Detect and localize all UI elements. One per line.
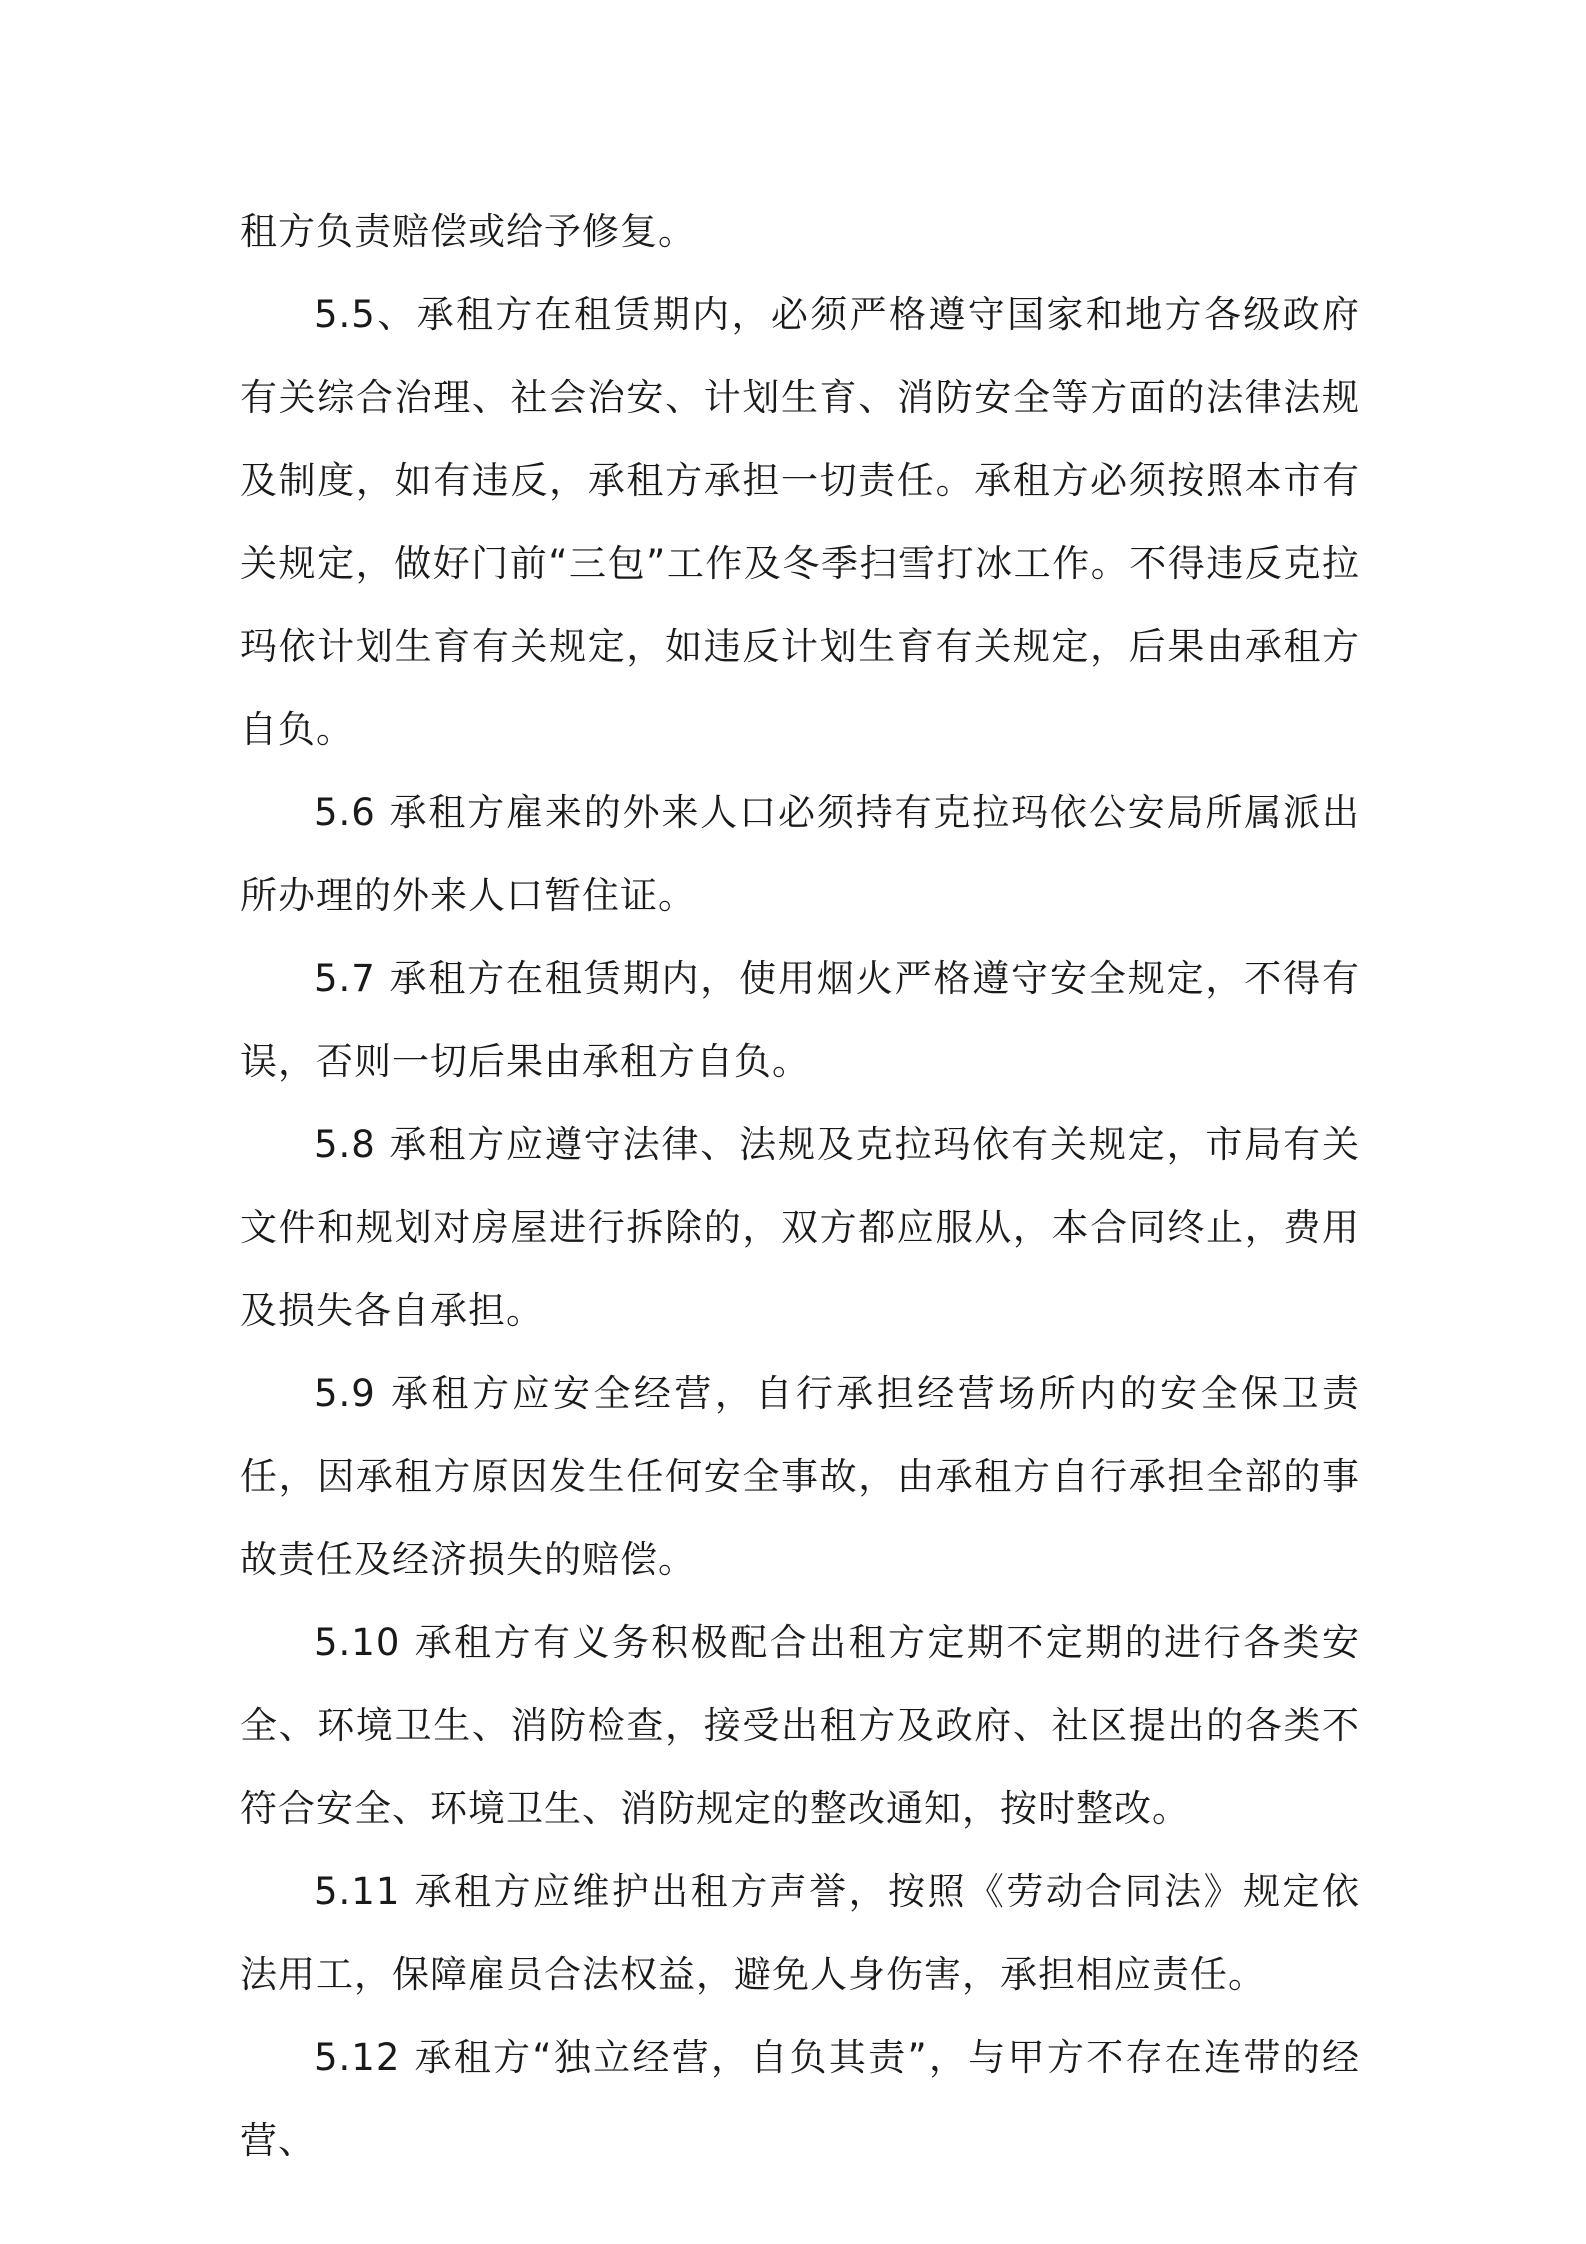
paragraph-clause-5-6: 5.6 承租方雇来的外来人口必须持有克拉玛依公安局所属派出所办理的外来人口暂住证。: [240, 791, 1360, 917]
paragraph-continuation: 租方负责赔偿或给予修复。: [240, 210, 696, 253]
paragraph-clause-5-10: 5.10 承租方有义务积极配合出租方定期不定期的进行各类安全、环境卫生、消防检查，接受出租方及政府、社区提出的各类不符合安全、环境卫生、消防规定的整改通知，按时整改。: [240, 1621, 1360, 1830]
document-body: [240, 190, 1360, 2182]
paragraph-clause-5-12: 5.12 承租方“独立经营，自负其责”，与甲方不存在连带的经营、: [240, 2036, 1360, 2162]
paragraph-clause-5-11: 5.11 承租方应维护出租方声誉，按照《劳动合同法》规定依法用工，保障雇员合法权益，避免人身伤害，承担相应责任。: [240, 1870, 1360, 1996]
paragraph-clause-5-7: 5.7 承租方在租赁期内，使用烟火严格遵守安全规定，不得有误，否则一切后果由承租方自负。: [240, 957, 1360, 1083]
paragraph-clause-5-5: 5.5、承租方在租赁期内，必须严格遵守国家和地方各级政府有关综合治理、社会治安、计划生育、消防安全等方面的法律法规及制度，如有违反，承租方承担一切责任。承租方必须按照本市有关规定，做好门前“三包”工作及冬季扫雪打冰工作。不得违反克拉玛依计划生育有关规定，如违反计划生育有关规定，后果由承租方自负。: [240, 293, 1360, 751]
paragraph-clause-5-9: 5.9 承租方应安全经营，自行承担经营场所内的安全保卫责任，因承租方原因发生任何安全事故，由承租方自行承担全部的事故责任及经济损失的赔偿。: [240, 1372, 1360, 1581]
paragraph-clause-5-8: 5.8 承租方应遵守法律、法规及克拉玛依有关规定，市局有关文件和规划对房屋进行拆除的，双方都应服从，本合同终止，费用及损失各自承担。: [240, 1123, 1360, 1332]
